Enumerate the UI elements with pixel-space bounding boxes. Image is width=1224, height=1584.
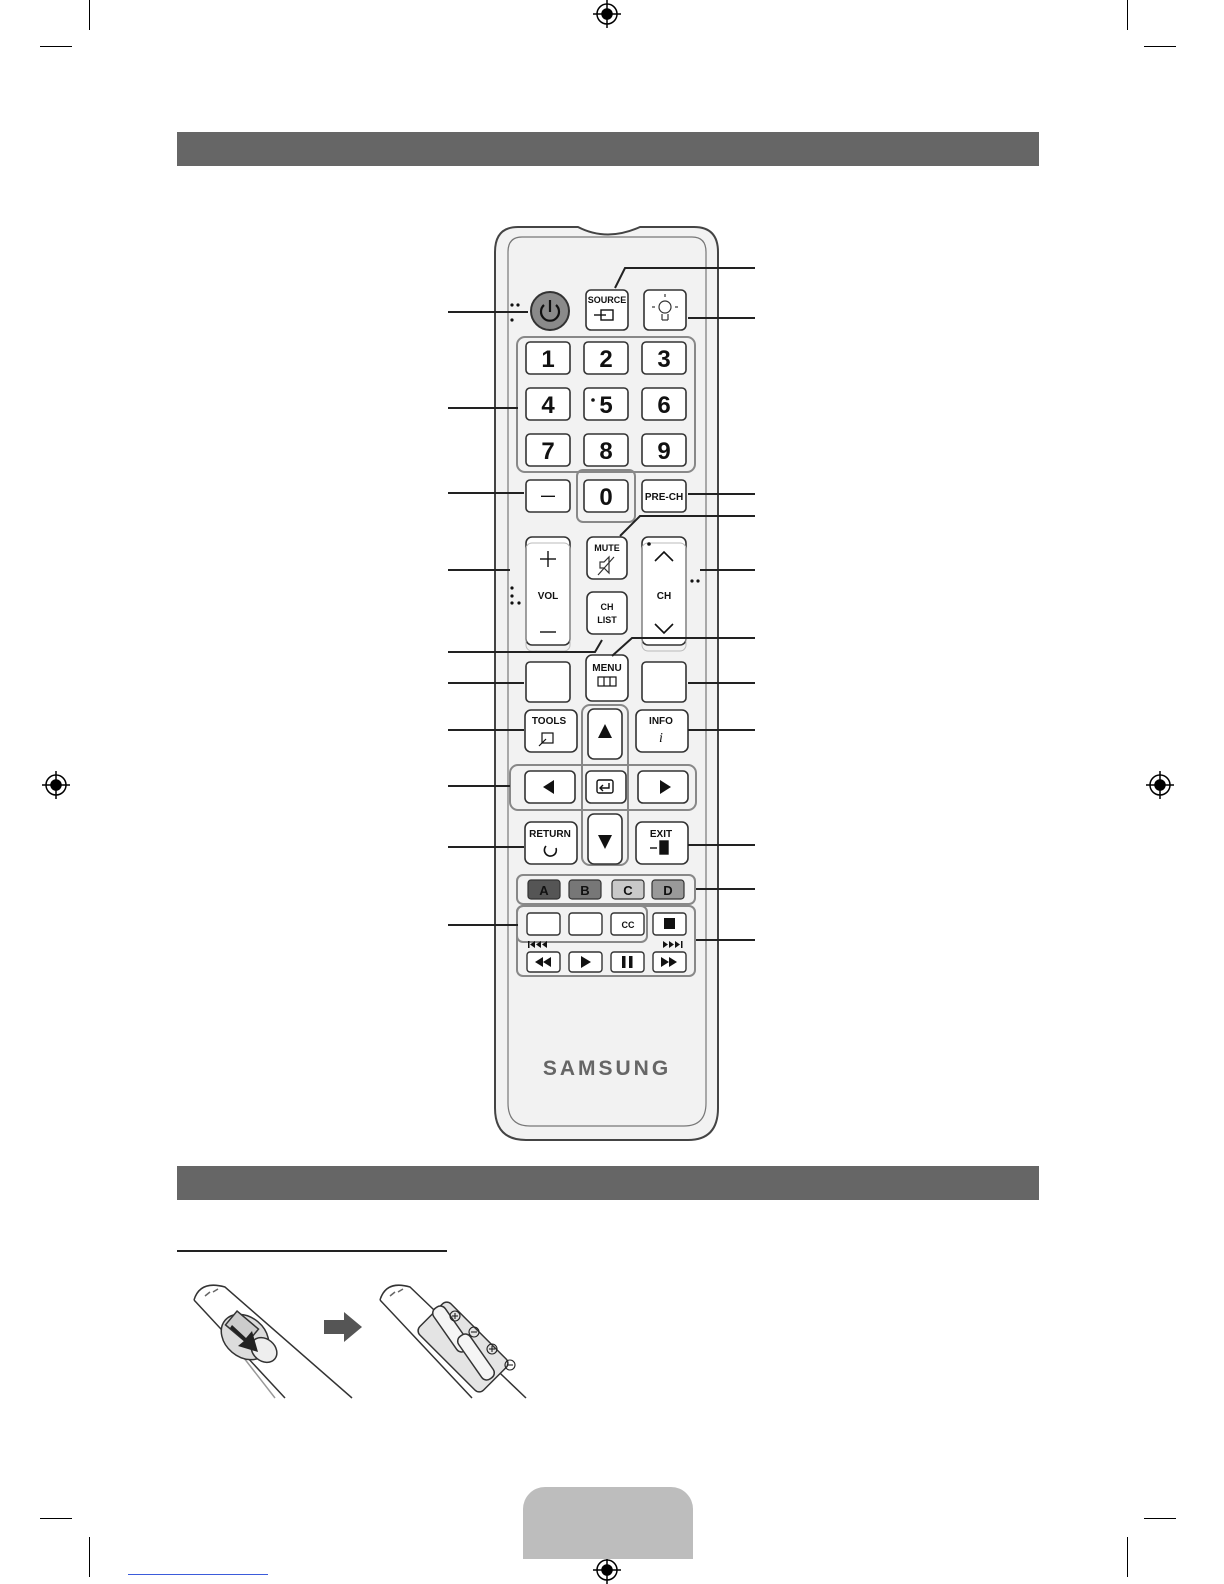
registration-mark-right xyxy=(1146,771,1174,799)
digit-2: 2 xyxy=(599,346,613,373)
info-icon: i xyxy=(659,731,663,746)
return-label: RETURN xyxy=(529,829,571,840)
digit-8: 8 xyxy=(599,438,613,465)
chlist-label-1: CH xyxy=(600,602,614,612)
battery-cover-illustration xyxy=(194,1285,352,1398)
blank-right-button[interactable] xyxy=(642,662,686,702)
mute-label: MUTE xyxy=(594,543,620,553)
chlist-button[interactable] xyxy=(587,592,627,634)
color-key-b-label: B xyxy=(580,883,590,898)
blank-left-button[interactable] xyxy=(526,662,570,702)
source-label: SOURCE xyxy=(587,295,627,305)
digit-9: 9 xyxy=(657,438,671,465)
digit-5: 5 xyxy=(599,392,613,419)
color-key-d-label: D xyxy=(663,883,673,898)
extra-button-1 xyxy=(527,913,560,935)
digit-7: 7 xyxy=(541,438,555,465)
battery-compartment-illustration xyxy=(380,1285,526,1398)
page-number-tab xyxy=(523,1487,693,1559)
dash-label: — xyxy=(541,487,555,503)
info-label: INFO xyxy=(649,716,673,727)
stop-icon xyxy=(664,918,675,929)
color-key-c-label: C xyxy=(623,883,633,898)
digit-0: 0 xyxy=(599,484,613,511)
exit-label: EXIT xyxy=(649,829,673,840)
extra-button-2 xyxy=(569,913,602,935)
arrow-right-icon xyxy=(324,1312,362,1342)
registration-mark-left xyxy=(42,771,70,799)
registration-mark-bottom xyxy=(593,1556,621,1584)
samsung-logo: SAMSUNG xyxy=(542,1057,672,1080)
digit-3: 3 xyxy=(657,346,671,373)
subsection-underline xyxy=(177,1250,447,1252)
digit-6: 6 xyxy=(657,392,671,419)
tools-label: TOOLS xyxy=(531,716,567,727)
prech-label: PRE-CH xyxy=(644,492,684,503)
enter-button[interactable] xyxy=(586,771,626,803)
ch-label: CH xyxy=(656,591,672,602)
digit-4: 4 xyxy=(541,392,555,419)
registration-mark-top xyxy=(593,0,621,28)
vol-label: VOL xyxy=(537,591,559,602)
chlist-label-2: LIST xyxy=(597,615,617,625)
pause-button[interactable] xyxy=(611,952,644,972)
footer-link-underline xyxy=(128,1574,268,1575)
menu-button[interactable] xyxy=(586,655,628,701)
cc-label: CC xyxy=(621,920,635,930)
color-key-a-label: A xyxy=(539,883,549,898)
digit-1: 1 xyxy=(541,346,555,373)
menu-label: MENU xyxy=(592,663,622,674)
